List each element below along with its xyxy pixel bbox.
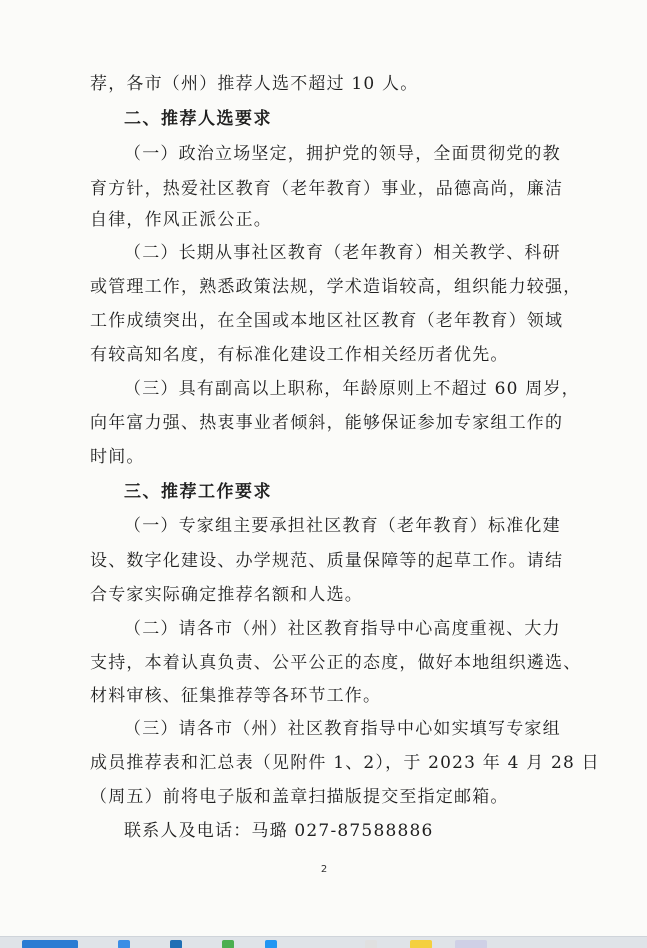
paragraph-line: （三）请各市（州）社区教育指导中心如实填写专家组 — [124, 719, 561, 739]
taskbar-app-icon[interactable] — [265, 940, 277, 948]
paragraph-line: 有较高知名度，有标准化建设工作相关经历者优先。 — [90, 345, 509, 365]
paragraph-line: 向年富力强、热衷事业者倾斜，能够保证参加专家组工作的 — [90, 413, 564, 433]
taskbar-app-icon[interactable] — [170, 940, 182, 948]
paragraph-line: （三）具有副高以上职称，年龄原则上不超过 60 周岁， — [124, 379, 580, 399]
section-heading-2: 二、推荐人选要求 — [124, 109, 272, 129]
paragraph-line: 时间。 — [90, 447, 145, 467]
paragraph-line: （一）专家组主要承担社区教育（老年教育）标准化建 — [124, 516, 561, 536]
taskbar — [0, 936, 647, 948]
paragraph-line: 自律，作风正派公正。 — [90, 210, 272, 230]
taskbar-app-icon[interactable] — [410, 940, 432, 948]
section-heading-3: 三、推荐工作要求 — [124, 482, 272, 502]
page-number: 2 — [320, 864, 328, 875]
paragraph-line: 合专家实际确定推荐名额和人选。 — [90, 585, 363, 605]
paragraph-line: 工作成绩突出，在全国或本地区社区教育（老年教育）领域 — [90, 311, 564, 331]
paragraph-line: （周五）前将电子版和盖章扫描版提交至指定邮箱。 — [90, 787, 509, 807]
paragraph-line: 或管理工作，熟悉政策法规，学术造诣较高，组织能力较强， — [90, 277, 582, 297]
paragraph-line: 成员推荐表和汇总表（见附件 1、2），于 2023 年 4 月 28 日 — [90, 753, 600, 773]
contact-line: 联系人及电话：马璐 027-87588886 — [124, 821, 434, 841]
paragraph-line: 育方针，热爱社区教育（老年教育）事业，品德高尚，廉洁 — [90, 179, 564, 199]
paragraph-line: （二）请各市（州）社区教育指导中心高度重视、大力 — [124, 619, 561, 639]
paragraph-line: 材料审核、征集推荐等各环节工作。 — [90, 686, 382, 706]
taskbar-app-icon[interactable] — [365, 940, 377, 948]
paragraph-line: （一）政治立场坚定，拥护党的领导，全面贯彻党的教 — [124, 144, 561, 164]
taskbar-app-icon[interactable] — [455, 940, 487, 948]
paragraph-line: 荐，各市（州）推荐人选不超过 10 人。 — [90, 74, 419, 94]
start-button[interactable] — [22, 940, 78, 948]
taskbar-app-icon[interactable] — [222, 940, 234, 948]
paragraph-line: （二）长期从事社区教育（老年教育）相关教学、科研 — [124, 243, 561, 263]
taskbar-app-icon[interactable] — [118, 940, 130, 948]
paragraph-line: 设、数字化建设、办学规范、质量保障等的起草工作。请结 — [90, 551, 564, 571]
paragraph-line: 支持，本着认真负责、公平公正的态度，做好本地组织遴选、 — [90, 653, 582, 673]
